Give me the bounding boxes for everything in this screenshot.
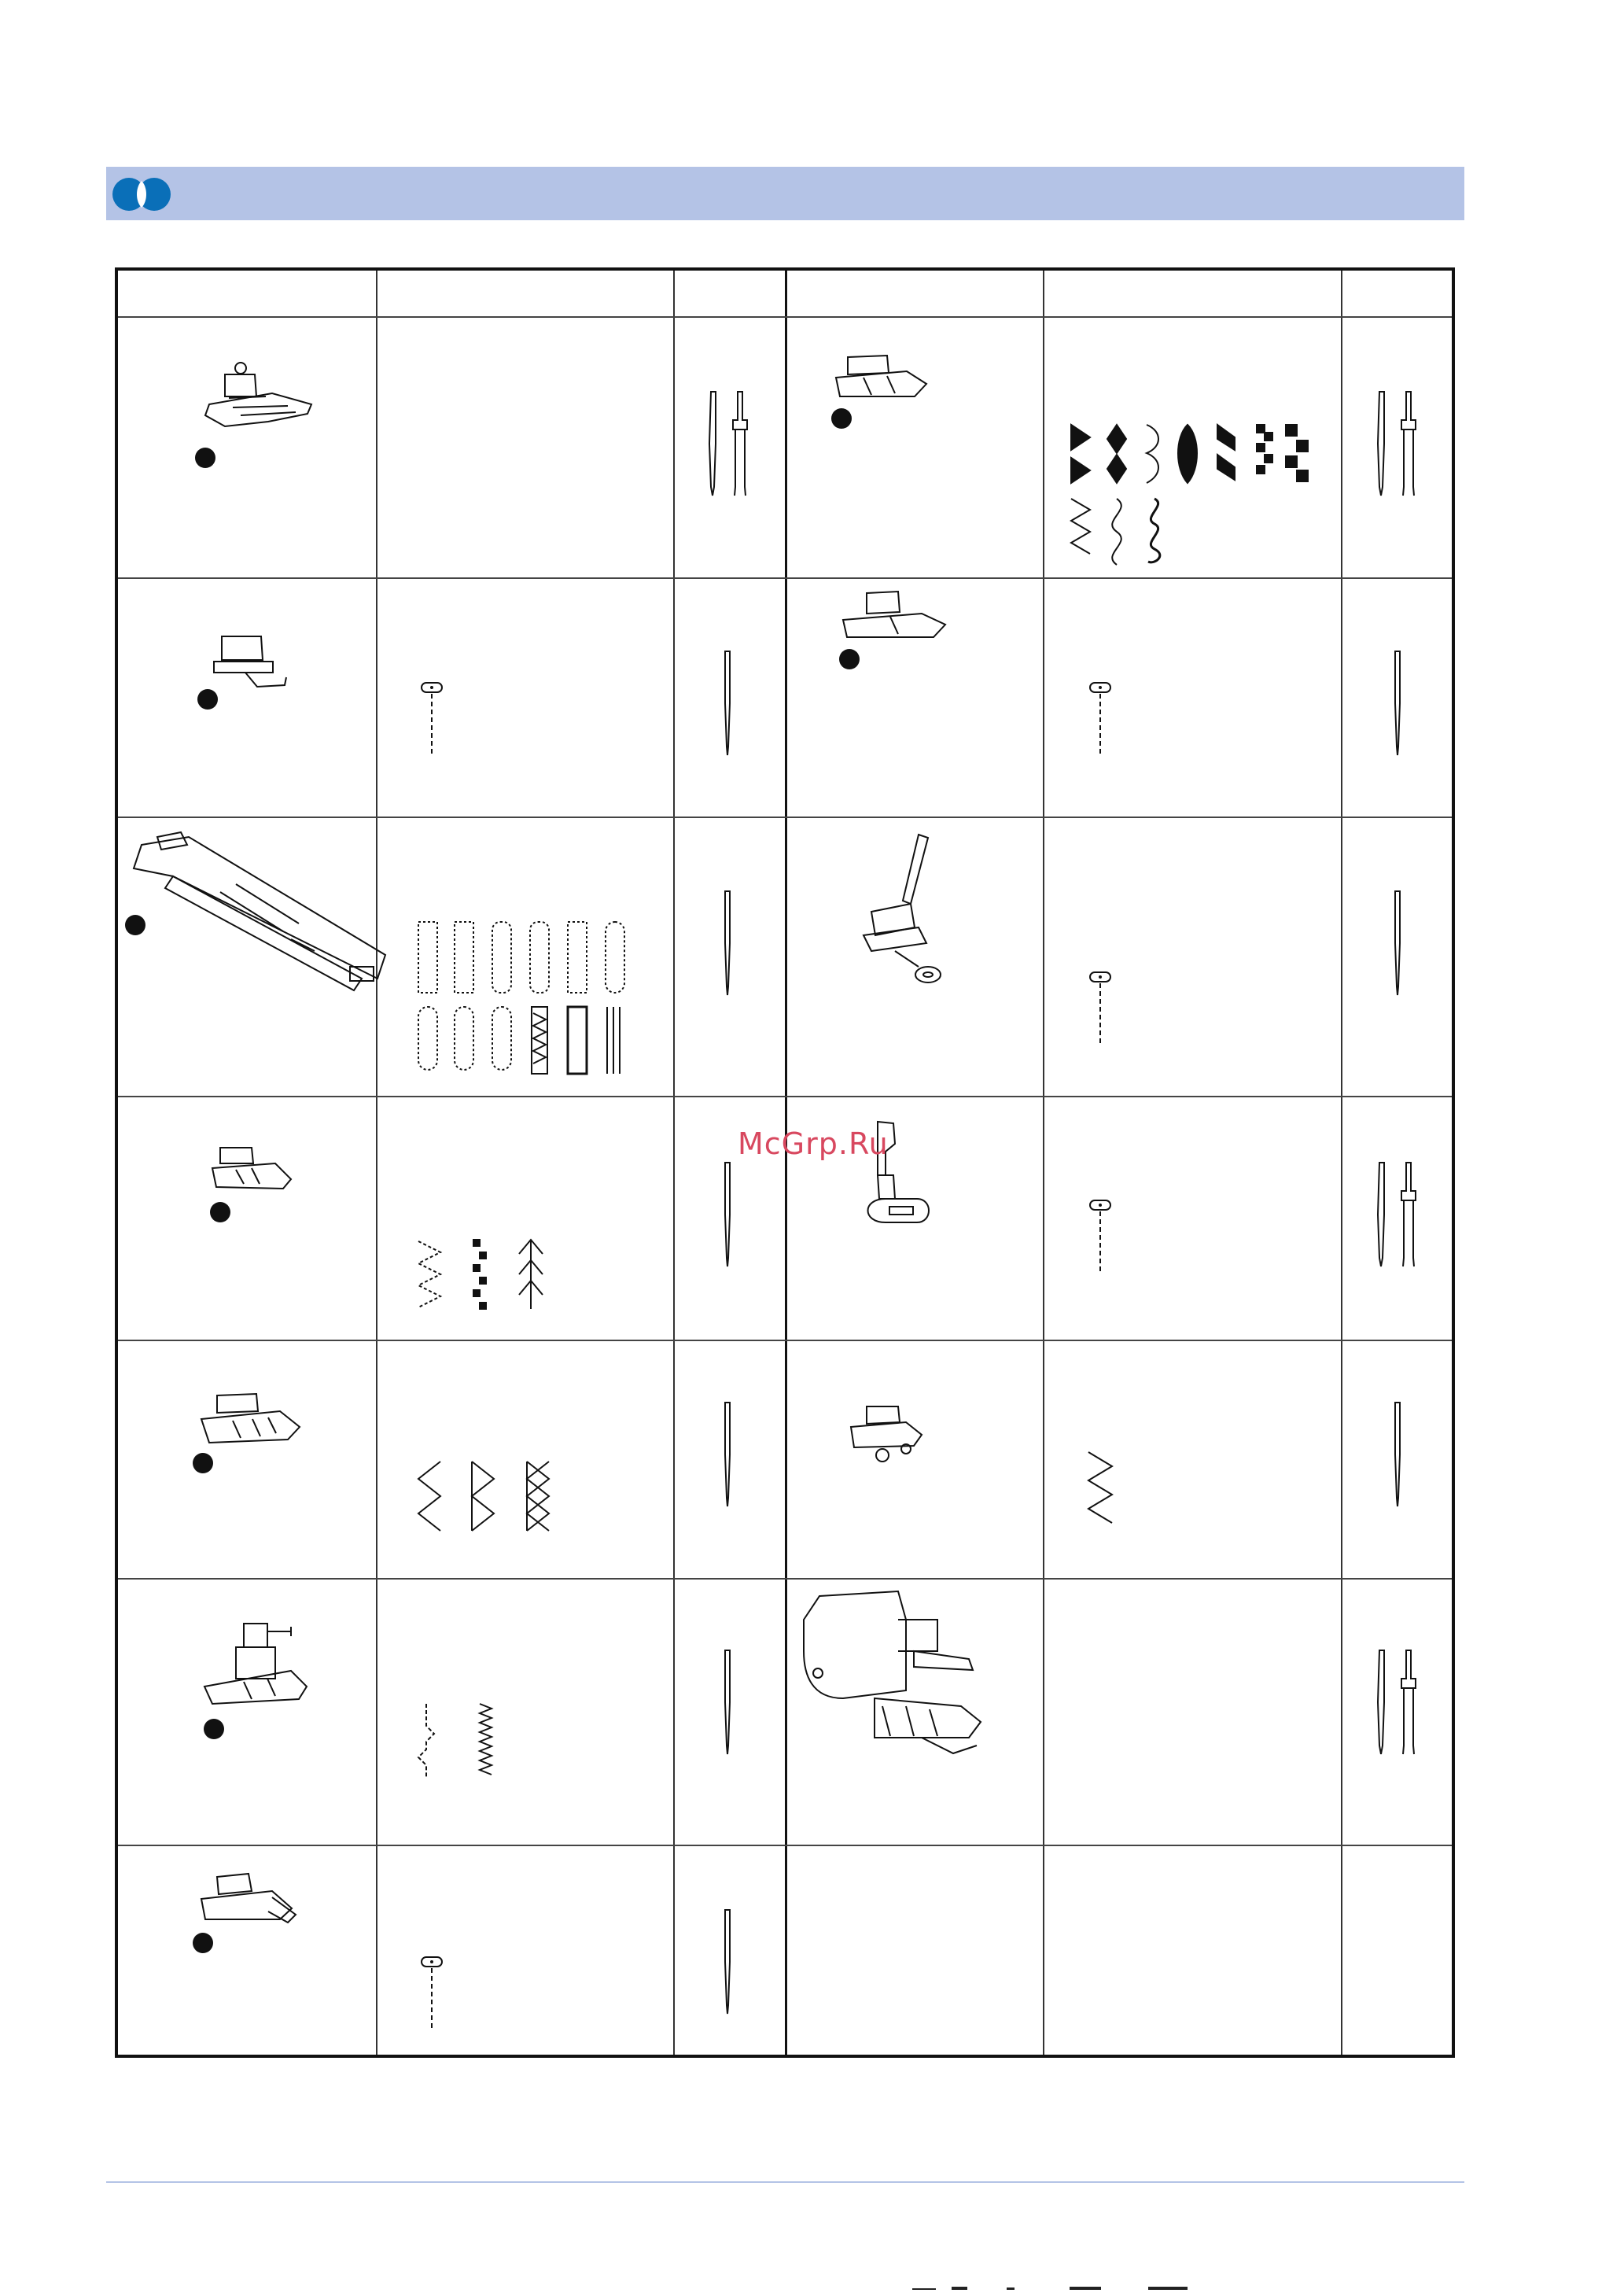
straight-stitch-icon xyxy=(417,680,448,758)
single-and-twin-needle-icon xyxy=(700,389,763,499)
single-and-twin-needle-icon xyxy=(1368,1159,1431,1270)
watermark-text: McGrp.Ru xyxy=(738,1126,889,1161)
row-divider xyxy=(118,1096,1452,1097)
walking-foot-icon xyxy=(796,1588,992,1777)
straight-stitch-foot-icon xyxy=(835,585,953,672)
section-header-band xyxy=(106,167,1464,220)
row-divider xyxy=(118,577,1452,579)
single-needle-icon xyxy=(716,1907,739,2017)
col-divider xyxy=(1043,271,1044,2055)
blind-hem-stitches-icon xyxy=(417,1702,519,1781)
row-divider xyxy=(118,1578,1452,1580)
col-divider xyxy=(376,271,377,2055)
row-divider xyxy=(118,817,1452,818)
zigzag-foot-icon xyxy=(193,357,319,467)
overcast-stitches-icon xyxy=(417,1238,558,1317)
monogramming-foot-icon xyxy=(193,1388,311,1482)
col-divider xyxy=(1341,271,1342,2055)
buttonhole-foot-icon xyxy=(126,821,393,1010)
buttonhole-stitches-icon xyxy=(417,920,637,1086)
row-divider xyxy=(118,1340,1452,1341)
single-needle-icon xyxy=(1386,1399,1409,1510)
overlock-foot-icon xyxy=(843,1403,930,1474)
overcasting-foot-icon xyxy=(204,1140,299,1226)
single-needle-icon xyxy=(716,1647,739,1757)
straight-stitch-icon xyxy=(417,1954,448,2033)
button-fitting-foot-icon xyxy=(193,1867,311,1962)
single-needle-icon xyxy=(716,648,739,758)
straight-stitch-icon xyxy=(1085,1197,1117,1276)
straight-stitch-icon xyxy=(1085,680,1117,758)
straight-stitch-icon xyxy=(1085,969,1117,1048)
zigzag-stitch-icon xyxy=(1085,1451,1117,1529)
single-needle-icon xyxy=(1386,888,1409,998)
single-needle-icon xyxy=(716,1159,739,1270)
footer-rule xyxy=(106,2181,1464,2183)
satin-stitch-foot-icon xyxy=(832,349,934,436)
single-needle-icon xyxy=(716,888,739,998)
bottom-edge-marks xyxy=(912,2285,1243,2291)
single-and-twin-needle-icon xyxy=(1368,1647,1431,1757)
quilting-foot-icon xyxy=(840,833,958,998)
row-divider xyxy=(118,1845,1452,1846)
blind-stitch-foot-icon xyxy=(197,1600,315,1742)
single-and-twin-needle-icon xyxy=(1368,389,1431,499)
center-divider xyxy=(785,271,787,2055)
presser-foot-table xyxy=(115,267,1455,2058)
header-row-divider xyxy=(118,316,1452,318)
zipper-foot-icon xyxy=(198,629,308,715)
section-logo-icon xyxy=(112,176,171,212)
single-needle-icon xyxy=(1386,648,1409,758)
satin-stitches-icon xyxy=(417,1460,566,1539)
decorative-stitches-icon xyxy=(1070,423,1313,573)
col-divider xyxy=(673,271,675,2055)
single-needle-icon xyxy=(716,1399,739,1510)
